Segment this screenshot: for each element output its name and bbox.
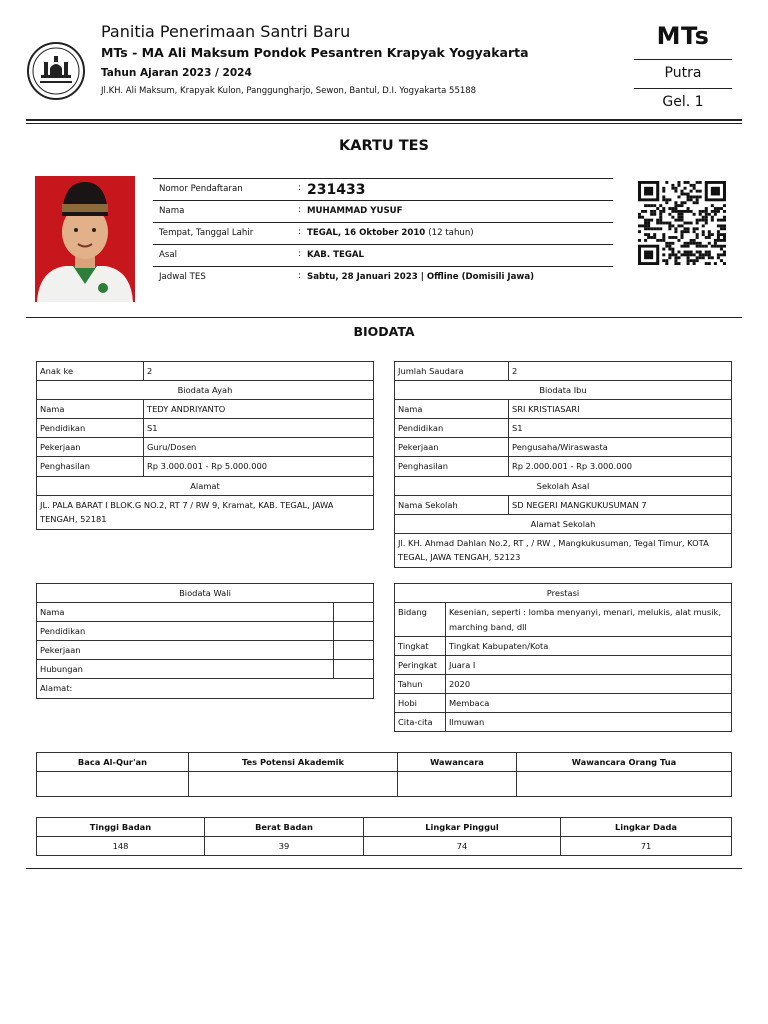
colon: : [298, 227, 301, 237]
child-order-value: 2 [144, 362, 374, 381]
test-academic-cell [189, 772, 398, 797]
guardian-name-value [334, 603, 374, 622]
birth-label: Tempat, Tanggal Lahir [159, 228, 254, 238]
achievement-rank: Juara I [446, 656, 732, 675]
child-order-label: Anak ke [37, 362, 144, 381]
divider [634, 88, 732, 89]
guardian-job-label: Pekerjaan [37, 641, 334, 660]
school-address-title: Alamat Sekolah [395, 514, 732, 533]
achievement-year-label: Tahun [395, 675, 446, 694]
school-origin-address: Jl. KH. Ahmad Dahlan No.2, RT , / RW , Mangkukusuman, Tegal Timur, KOTA TEGAL, JAWA TENGAH, 52123 [395, 533, 732, 567]
school-origin-name: SD NEGERI MANGKUKUSUMAN 7 [509, 495, 732, 514]
test-interview-header: Wawancara [398, 753, 517, 772]
test-academic-header: Tes Potensi Akademik [189, 753, 398, 772]
identity-row [153, 223, 613, 245]
colon: : [298, 183, 301, 193]
achievement-level-label: Tingkat [395, 637, 446, 656]
divider [634, 59, 732, 60]
qr-code [638, 181, 726, 265]
gender-badge: Putra [664, 65, 702, 81]
achievement-title: Prestasi [395, 584, 732, 603]
guardian-name-label: Nama [37, 603, 334, 622]
father-table [36, 361, 374, 530]
physical-table [36, 817, 732, 856]
father-name: TEDY ANDRIYANTO [144, 400, 374, 419]
school-address: Jl.KH. Ali Maksum, Krapyak Kulon, Panggungharjo, Sewon, Bantul, D.I. Yogyakarta 55188 [101, 86, 477, 96]
weight-value: 39 [205, 837, 364, 856]
father-title: Biodata Ayah [37, 381, 374, 400]
achievement-rank-label: Peringkat [395, 656, 446, 675]
weight-label: Berat Badan [205, 818, 364, 837]
test-quran-cell [37, 772, 189, 797]
father-edu-label: Pendidikan [37, 419, 144, 438]
reg-no-value: 231433 [307, 182, 366, 198]
mother-job: Pengusaha/Wiraswasta [509, 438, 732, 457]
mother-name-label: Nama [395, 400, 509, 419]
academic-year: Tahun Ajaran 2023 / 2024 [101, 67, 252, 79]
mother-job-label: Pekerjaan [395, 438, 509, 457]
birth-place-date: TEGAL, 16 Oktober 2010 [307, 228, 426, 238]
goal-label: Cita-cita [395, 713, 446, 732]
identity-row [153, 201, 613, 223]
goal-value: Ilmuwan [446, 713, 732, 732]
hobby-label: Hobi [395, 694, 446, 713]
level-badge: MTs [656, 22, 710, 50]
colon: : [298, 271, 301, 281]
mother-edu: S1 [509, 419, 732, 438]
guardian-edu-value [334, 622, 374, 641]
age: (12 tahun) [428, 228, 474, 238]
siblings-value: 2 [509, 362, 732, 381]
header-rule-thin [26, 123, 742, 124]
colon: : [298, 205, 301, 215]
schedule-label: Jadwal TES [159, 272, 206, 282]
guardian-relation-label: Hubungan [37, 660, 334, 679]
hip-label: Lingkar Pinggul [364, 818, 561, 837]
achievement-table [394, 583, 732, 694]
address-title: Alamat [37, 476, 374, 495]
hip-value: 74 [364, 837, 561, 856]
name-label: Nama [159, 206, 185, 216]
origin-value: KAB. TEGAL [307, 250, 365, 260]
mother-table [394, 361, 732, 568]
chest-value: 71 [561, 837, 732, 856]
school-logo [25, 42, 87, 100]
guardian-title: Biodata Wali [37, 584, 374, 603]
mother-edu-label: Pendidikan [395, 419, 509, 438]
section-rule [26, 317, 742, 318]
guardian-table [36, 583, 374, 699]
biodata-title: BIODATA [353, 324, 415, 339]
origin-label: Asal [159, 250, 178, 260]
test-parent-interview-cell [517, 772, 732, 797]
name-value: MUHAMMAD YUSUF [307, 206, 403, 216]
family-address: JL. PALA BARAT I BLOK.G NO.2, RT 7 / RW 9, Kramat, KAB. TEGAL, JAWA TENGAH, 52181 [37, 495, 374, 529]
test-parent-interview-header: Wawancara Orang Tua [517, 753, 732, 772]
reg-no-label: Nomor Pendaftaran [159, 184, 243, 194]
hobby-value: Membaca [446, 694, 732, 713]
hobby-table [394, 693, 732, 732]
school-name-label: Nama Sekolah [395, 495, 509, 514]
achievement-field: Kesenian, seperti : lomba menyanyi, menari, melukis, alat musik, marching band, dll [446, 603, 732, 637]
guardian-edu-label: Pendidikan [37, 622, 334, 641]
mother-name: SRI KRISTIASARI [509, 400, 732, 419]
mother-income: Rp 2.000.001 - Rp 3.000.000 [509, 457, 732, 476]
schedule-value: Sabtu, 28 Januari 2023 | Offline (Domisili Jawa) [307, 272, 535, 282]
guardian-address-label: Alamat: [37, 679, 374, 698]
colon: : [298, 249, 301, 259]
identity-row [153, 267, 613, 289]
header-rule [26, 119, 742, 121]
guardian-relation-value [334, 660, 374, 679]
father-name-label: Nama [37, 400, 144, 419]
mother-income-label: Penghasilan [395, 457, 509, 476]
father-job: Guru/Dosen [144, 438, 374, 457]
height-label: Tinggi Badan [37, 818, 205, 837]
wave-badge: Gel. 1 [662, 94, 704, 110]
father-edu: S1 [144, 419, 374, 438]
identity-row [153, 245, 613, 267]
footer-rule [26, 868, 742, 869]
card-title: KARTU TES [339, 138, 429, 154]
test-quran-header: Baca Al-Qur'an [37, 753, 189, 772]
achievement-level: Tingkat Kabupaten/Kota [446, 637, 732, 656]
identity-row [153, 178, 613, 201]
student-photo [35, 176, 135, 302]
height-value: 148 [37, 837, 205, 856]
achievement-field-label: Bidang [395, 603, 446, 637]
siblings-label: Jumlah Saudara [395, 362, 509, 381]
school-origin-title: Sekolah Asal [395, 476, 732, 495]
father-income: Rp 3.000.001 - Rp 5.000.000 [144, 457, 374, 476]
achievement-year: 2020 [446, 675, 732, 694]
birth-value [307, 228, 474, 238]
committee-title: Panitia Penerimaan Santri Baru [101, 22, 351, 41]
identity-table [153, 178, 613, 289]
father-job-label: Pekerjaan [37, 438, 144, 457]
test-table [36, 752, 732, 797]
guardian-job-value [334, 641, 374, 660]
father-income-label: Penghasilan [37, 457, 144, 476]
mother-title: Biodata Ibu [395, 381, 732, 400]
test-interview-cell [398, 772, 517, 797]
school-name: MTs - MA Ali Maksum Pondok Pesantren Krapyak Yogyakarta [101, 45, 529, 60]
chest-label: Lingkar Dada [561, 818, 732, 837]
